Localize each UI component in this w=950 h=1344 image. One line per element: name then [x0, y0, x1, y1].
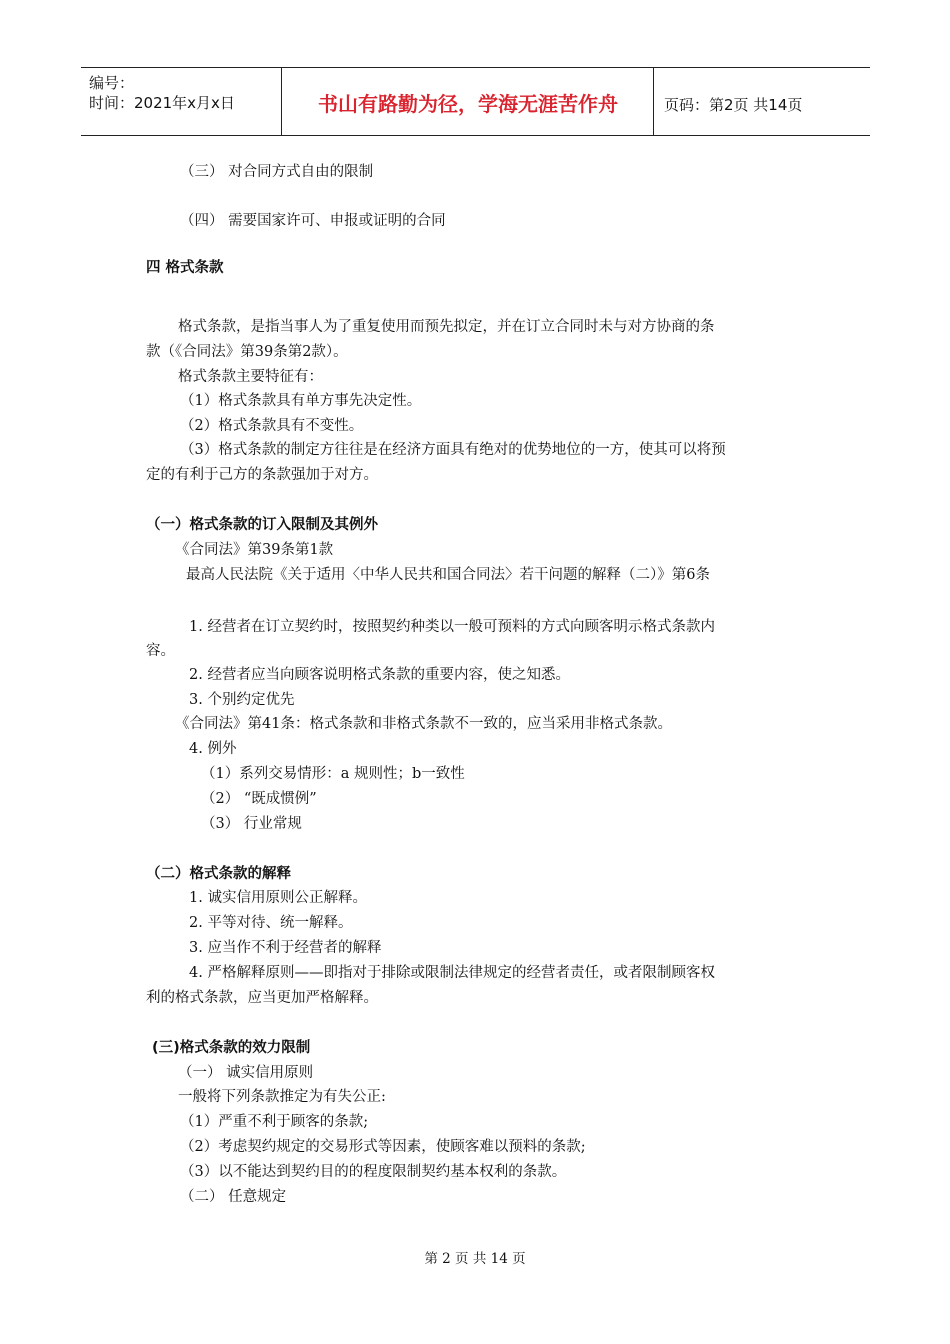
section-heading: （二）格式条款的解释	[146, 866, 291, 882]
text-line: 4. 例外	[189, 741, 237, 757]
header-motto-cell	[282, 68, 654, 135]
text-line: （三） 对合同方式自由的限制	[180, 164, 374, 180]
text-line: （2）格式条款具有不变性。	[180, 418, 364, 434]
section-heading: （一）格式条款的订入限制及其例外	[146, 517, 378, 533]
text-line: 《合同法》第39条第1款	[175, 542, 334, 558]
serial-number-label: 编号：	[89, 74, 135, 92]
text-line: （3） 行业常规	[201, 816, 302, 832]
text-line: （一） 诚实信用原则	[178, 1065, 314, 1081]
motto-text: 书山有路勤为径，学海无涯苦作舟	[318, 92, 618, 116]
text-line: 款（《合同法》第39条第2款）。	[146, 344, 348, 360]
text-line: 利的格式条款，应当更加严格解释。	[146, 990, 378, 1006]
text-line: 4. 严格解释原则——即指对于排除或限制法律规定的经营者责任，或者限制顾客权	[189, 965, 715, 981]
text-line: 1. 经营者在订立契约时，按照契约种类以一般可预料的方式向顾客明示格式条款内	[189, 619, 715, 635]
page-code-label: 页码：第2页 共14页	[664, 96, 803, 114]
time-label: 时间：2021年x月x日	[89, 94, 235, 112]
text-line: 1. 诚实信用原则公正解释。	[189, 890, 367, 906]
header-page-cell	[654, 68, 870, 135]
text-line: 格式条款主要特征有：	[178, 369, 323, 385]
page-header-table	[81, 67, 870, 136]
header-left-cell	[81, 68, 282, 135]
text-line: （3）格式条款的制定方往往是在经济方面具有绝对的优势地位的一方，使其可以将预	[180, 442, 726, 458]
text-line: 容。	[146, 643, 175, 659]
text-line: 3. 个别约定优先	[189, 692, 295, 708]
text-line: （3）以不能达到契约目的的程度限制契约基本权利的条款。	[180, 1164, 567, 1180]
text-line: 最高人民法院《关于适用〈中华人民共和国合同法〉若干问题的解释（二）》第6条	[186, 567, 710, 583]
text-line: 《合同法》第41条：格式条款和非格式条款不一致的，应当采用非格式条款。	[175, 716, 672, 732]
section-heading: 四 格式条款	[146, 260, 224, 276]
text-line: 一般将下列条款推定为有失公正:	[178, 1089, 386, 1105]
text-line: （二） 任意规定	[180, 1189, 287, 1205]
text-line: （1）严重不利于顾客的条款;	[180, 1114, 369, 1130]
text-line: 2. 经营者应当向顾客说明格式条款的重要内容，使之知悉。	[189, 667, 570, 683]
text-line: 定的有利于己方的条款强加于对方。	[146, 467, 378, 483]
text-line: 2. 平等对待、统一解释。	[189, 915, 353, 931]
section-heading: (三)格式条款的效力限制	[152, 1040, 311, 1056]
text-line: （四） 需要国家许可、申报或证明的合同	[180, 213, 446, 229]
text-line: 格式条款，是指当事人为了重复使用而预先拟定，并在订立合同时未与对方协商的条	[178, 319, 715, 335]
text-line: （1）系列交易情形：a 规则性；b一致性	[201, 766, 465, 782]
text-line: （2） “既成惯例”	[201, 791, 317, 807]
text-line: 3. 应当作不利于经营者的解释	[189, 940, 382, 956]
text-line: （2）考虑契约规定的交易形式等因素，使顾客难以预料的条款;	[180, 1139, 586, 1155]
page-footer: 第 2 页 共 14 页	[424, 1251, 526, 1267]
text-line: （1）格式条款具有单方事先决定性。	[180, 393, 422, 409]
